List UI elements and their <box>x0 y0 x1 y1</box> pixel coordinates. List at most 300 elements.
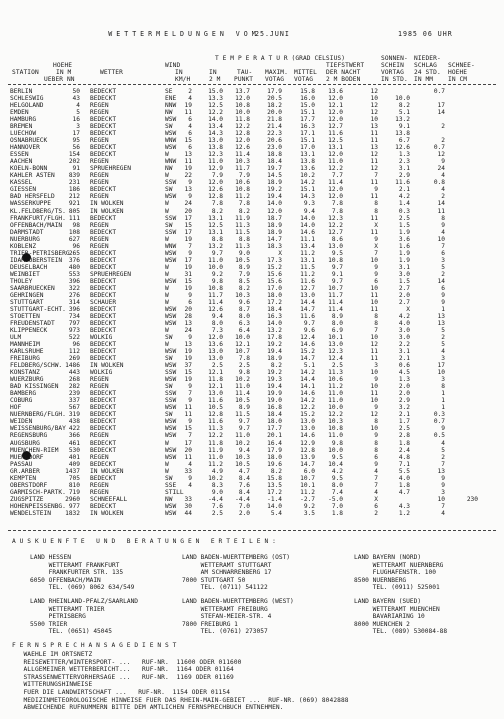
cell-taupunkt: 10.3 <box>235 158 250 166</box>
cell-wind-dir: WSW <box>165 249 177 257</box>
cell-wind-speed: 7 <box>188 242 192 250</box>
cell-tiefst-nacht: 11.2 <box>328 383 343 391</box>
cell-temp-2m: 10.0 <box>208 263 223 271</box>
cell-tiefst-boden: 10 <box>370 383 378 391</box>
cell-mittel: 14.4 <box>300 298 315 306</box>
cell-wind-dir: WSW <box>165 256 177 264</box>
cell-temp-2m: 13.0 <box>208 390 223 398</box>
cell-max: 15.2 <box>267 263 282 271</box>
cell-sonne: 2.8 <box>398 432 410 440</box>
document-date: 25.JUNI <box>255 30 290 38</box>
cell-temp-2m: 12.0 <box>208 334 223 342</box>
cell-tiefst-boden: 9 <box>374 270 378 278</box>
cell-wind-dir: WSW <box>165 453 177 461</box>
cell-wetter: BEDECKT <box>90 228 117 236</box>
wetteramt-contact <box>30 598 138 636</box>
cell-tiefst-nacht: 9.7 <box>331 277 343 285</box>
cell-taupunkt: 10.6 <box>235 179 250 187</box>
cell-wetter: BEDECKT <box>90 249 117 257</box>
cell-wetter: BEDECKT <box>90 214 117 222</box>
cell-wind-speed: 24 <box>184 200 192 208</box>
cell-tiefst-nacht: 9.5 <box>331 249 343 257</box>
cell-station: DARMSTADT <box>10 228 44 236</box>
cell-temp-2m: 14.3 <box>208 130 223 138</box>
cell-max: 17.9 <box>267 88 282 95</box>
cell-niederschlag: 9 <box>441 158 445 166</box>
cell-station: HANNOVER <box>10 144 40 152</box>
table-row <box>10 102 498 109</box>
cell-wetter: SCHNEEFALL <box>90 495 128 503</box>
cell-max: -1.4 <box>267 495 282 503</box>
cell-niederschlag: 3 <box>441 256 445 264</box>
table-row <box>10 404 498 411</box>
cell-tiefst-boden: 12 <box>370 109 378 117</box>
cell-tiefst-boden: 10 <box>370 95 378 103</box>
cell-mittel: 11.2 <box>300 270 315 278</box>
cell-wind-dir: WSW <box>165 312 177 320</box>
cell-wetter: REGEN <box>90 172 109 180</box>
cell-wetter: BEDECKT <box>90 404 117 412</box>
cell-tiefst-boden: 11 <box>370 228 378 236</box>
cell-wetter: BEDECKT <box>90 88 117 95</box>
cell-tiefst-boden: 10 <box>370 397 378 405</box>
cell-max: 17.0 <box>267 284 282 292</box>
table-row <box>10 327 498 334</box>
cell-tiefst-nacht: 11.0 <box>328 390 343 398</box>
cell-wetter: REGEN <box>90 481 109 489</box>
cell-niederschlag: 5 <box>441 446 445 454</box>
cell-wind-dir: WSW <box>165 404 177 412</box>
cell-taupunkt: 12.0 <box>235 137 250 145</box>
col-taupunkt: TAU- <box>237 69 253 76</box>
cell-sonne: 9.1 <box>398 123 410 131</box>
cell-tiefst-nacht: 10.3 <box>328 418 343 426</box>
cell-sonne: 13.8 <box>395 130 410 138</box>
cell-hoehe: 16 <box>72 116 80 124</box>
table-row <box>10 432 498 439</box>
cell-station: GIESSEN <box>10 186 37 194</box>
cell-max: 18.0 <box>267 453 282 461</box>
cell-station: OFFENBACH/MAIN <box>10 221 63 229</box>
cell-wetter: REGEN <box>90 432 109 440</box>
cell-hoehe: 438 <box>68 418 80 426</box>
cell-station: PASSAU <box>10 460 33 468</box>
cell-tiefst-boden: X <box>374 242 378 250</box>
cell-hoehe: 96 <box>72 341 80 349</box>
contact-line: LAND BADEN-WUERTTEMBERG (OST) <box>182 554 291 561</box>
header-rule <box>8 84 496 85</box>
cell-niederschlag: 4 <box>441 186 445 194</box>
cell-temp-2m: 11.9 <box>208 446 223 454</box>
cell-taupunkt: -4.4 <box>235 495 250 503</box>
cell-sonne: 2.5 <box>398 214 410 222</box>
cell-tiefst-nacht: 8.6 <box>331 235 343 243</box>
cell-station: BAD HERSFELD <box>10 193 55 201</box>
cell-wind-dir: WSW <box>165 116 177 124</box>
cell-station: BAMBERG <box>10 390 37 398</box>
cell-tiefst-boden: 11 <box>370 214 378 222</box>
cell-temp-2m: 12.5 <box>208 102 223 110</box>
cell-niederschlag: 1 <box>441 397 445 405</box>
cell-hoehe: 973 <box>68 327 80 335</box>
cell-tiefst-nacht: 12.0 <box>328 116 343 124</box>
cell-sonne: 1.9 <box>398 249 410 257</box>
cell-wind-speed: 20 <box>184 305 192 313</box>
cell-wind-dir: NW <box>165 165 173 173</box>
cell-max: 21.8 <box>267 116 282 124</box>
cell-tiefst-boden: 8 <box>374 207 378 215</box>
cell-wetter: BEDECKT <box>90 305 117 313</box>
cell-wind-dir: WSW <box>165 130 177 138</box>
cell-wind-dir: SSE <box>165 481 177 489</box>
cell-tiefst-boden: 8 <box>374 200 378 208</box>
cell-mittel: 3.5 <box>303 509 315 517</box>
cell-niederschlag: 1 <box>441 404 445 412</box>
cell-wind-speed: 19 <box>184 102 192 110</box>
col-nieder-4: IN MM <box>414 76 434 83</box>
table-bottom-rule <box>8 530 496 531</box>
cell-wind-speed: 17 <box>184 228 192 236</box>
cell-sonne: 1.8 <box>398 481 410 489</box>
table-row <box>10 383 498 390</box>
col-tiefst-2: DER NACHT <box>326 69 361 76</box>
cell-station: HAMBURG <box>10 116 37 124</box>
cell-niederschlag: 2 <box>441 270 445 278</box>
cell-tiefst-boden: 7 <box>374 172 378 180</box>
cell-station: MUEHLDORF <box>10 453 44 461</box>
cell-taupunkt: 11.5 <box>235 228 250 236</box>
cell-taupunkt: 8.9 <box>238 263 250 271</box>
cell-max: 20.0 <box>267 109 282 117</box>
cell-max: 16.8 <box>267 404 282 412</box>
cell-wind-speed: 19 <box>184 284 192 292</box>
cell-wind-speed: 9 <box>188 334 192 342</box>
cell-tiefst-boden: 12 <box>370 102 378 110</box>
cell-hoehe: 98 <box>72 221 80 229</box>
cell-tiefst-nacht: 12.7 <box>328 123 343 131</box>
cell-hoehe: 282 <box>68 383 80 391</box>
table-row <box>10 285 498 292</box>
auskunfte-heading: A U S K U E N F T E U N D B E R A T U N G E N E R T E I L E N : <box>12 538 276 545</box>
cell-tiefst-nacht: 12.0 <box>328 151 343 159</box>
cell-sonne: 2.9 <box>398 397 410 405</box>
cell-tiefst-boden: 8 <box>374 446 378 454</box>
cell-max: 20.5 <box>267 95 282 103</box>
cell-sonne: 1.3 <box>398 376 410 384</box>
cell-niederschlag: 4 <box>441 439 445 447</box>
cell-mittel: 10.7 <box>300 474 315 482</box>
cell-max: 19.4 <box>267 383 282 391</box>
table-row <box>10 362 498 369</box>
cell-hoehe: 396 <box>68 277 80 285</box>
table-row <box>10 137 498 144</box>
cell-wind-dir: SSW <box>165 390 177 398</box>
cell-tiefst-nacht: 8.9 <box>331 312 343 320</box>
cell-tiefst-nacht: 11.0 <box>328 432 343 440</box>
cell-wind-speed: 6 <box>188 144 192 152</box>
table-row <box>10 200 498 207</box>
cell-niederschlag: 10 <box>437 235 445 243</box>
cell-tiefst-nacht: 7.8 <box>331 200 343 208</box>
cell-sonne: 2.1 <box>398 186 410 194</box>
contact-line: TEL. (0761) 273057 <box>182 628 268 636</box>
cell-station: IDAR-OBERSTEIN <box>10 256 63 264</box>
cell-station: NUERBURG <box>10 235 40 243</box>
cell-wetter: BEDECKT <box>90 474 117 482</box>
cell-temp-2m: 8.8 <box>211 235 223 243</box>
cell-tiefst-nacht: 10.7 <box>328 284 343 292</box>
cell-taupunkt: 11.8 <box>235 116 250 124</box>
cell-hoehe: 108 <box>68 228 80 236</box>
cell-temp-2m: 8.2 <box>211 207 223 215</box>
cell-mittel: 9.6 <box>303 327 315 335</box>
cell-taupunkt: 8.5 <box>238 277 250 285</box>
cell-tiefst-nacht: 10.8 <box>328 256 343 264</box>
cell-wind-dir: W <box>165 263 169 271</box>
table-row <box>10 411 498 418</box>
contact-line: LAND BAYERN (SUED) <box>354 598 422 605</box>
cell-taupunkt: 12.1 <box>235 341 250 349</box>
cell-tiefst-boden: 10 <box>370 256 378 264</box>
cell-wind-speed: 44 <box>184 509 192 517</box>
cell-tiefst-nacht: 8.0 <box>331 319 343 327</box>
cell-wetter: SPRUEHREGEN <box>90 165 131 173</box>
cell-tiefst-boden: 10 <box>370 284 378 292</box>
cell-mittel: 13.6 <box>300 165 315 173</box>
cell-wind-speed: 19 <box>184 235 192 243</box>
cell-mittel: 15.1 <box>300 109 315 117</box>
col-sonne: SONNEN- <box>381 55 408 62</box>
cell-temp-2m: 10.2 <box>208 474 223 482</box>
cell-wind-dir: W <box>165 151 169 159</box>
col-maxim: MAXIM. <box>265 69 288 76</box>
cell-niederschlag: 10 <box>437 495 445 503</box>
cell-wind-dir: W <box>165 200 169 208</box>
cell-wetter: BEDECKT <box>90 327 117 335</box>
cell-tiefst-boden: 12 <box>370 341 378 349</box>
cell-wind-dir: WSW <box>165 144 177 152</box>
cell-wetter: IN WOLKEN <box>90 509 124 517</box>
cell-wind-dir: WSW <box>165 348 177 356</box>
wetteramt-contact <box>354 554 443 592</box>
cell-wind-dir: NW <box>165 109 173 117</box>
cell-max: 19.7 <box>267 165 282 173</box>
table-row <box>10 193 498 200</box>
cell-hoehe: 805 <box>68 207 80 215</box>
cell-sonne: 2.0 <box>398 291 410 299</box>
cell-wind-dir: WNW <box>165 242 177 250</box>
cell-sonne: 5.5 <box>398 467 410 475</box>
cell-taupunkt: 12.6 <box>235 144 250 152</box>
cell-station: OSNABRUECK <box>10 137 48 145</box>
cell-sonne: 0.6 <box>398 362 410 370</box>
cell-tiefst-boden: 12 <box>370 88 378 95</box>
col-in: IN <box>209 69 217 76</box>
col-tiefst-3: 2 M BODEN <box>326 76 361 83</box>
contact-line: TEL. (0711) 541122 <box>182 584 268 592</box>
cell-sonne: 3.0 <box>398 270 410 278</box>
cell-tiefst-boden: 6 <box>374 502 378 510</box>
cell-tiefst-nacht: 9.7 <box>331 263 343 271</box>
cell-wetter: IN WOLKEN <box>90 467 124 475</box>
cell-mittel: 14.7 <box>300 305 315 313</box>
cell-tiefst-nacht: 12.4 <box>328 355 343 363</box>
cell-temp-2m: 11.4 <box>208 298 223 306</box>
cell-tiefst-boden: 7 <box>374 327 378 335</box>
cell-mittel: 12.2 <box>300 404 315 412</box>
cell-tiefst-boden: 2 <box>374 509 378 517</box>
cell-max: 17.2 <box>267 488 282 496</box>
cell-tiefst-nacht: 11.6 <box>328 130 343 138</box>
cell-niederschlag: 4 <box>441 509 445 517</box>
cell-mittel: 14.6 <box>300 341 315 349</box>
cell-wetter: BEDECKT <box>90 355 117 363</box>
cell-max: 18.9 <box>267 221 282 229</box>
cell-station: KAHLER ASTEN <box>10 172 55 180</box>
cell-hoehe: 1437 <box>65 467 80 475</box>
cell-wetter: BEDECKT <box>90 186 117 194</box>
cell-wind-speed: 28 <box>184 312 192 320</box>
cell-station: WASSERKUPPE <box>10 200 51 208</box>
cell-station: HOF <box>10 404 22 412</box>
cell-temp-2m: 12.0 <box>208 179 223 187</box>
cell-wetter: BEDECKT <box>90 446 117 454</box>
cell-taupunkt: 10.5 <box>235 397 250 405</box>
table-row <box>10 397 498 404</box>
table-row <box>10 271 498 278</box>
cell-max: 8.2 <box>270 362 282 370</box>
wetteramt-contact <box>182 598 294 636</box>
cell-wind-dir: WSW <box>165 432 177 440</box>
cell-wind-speed: 15 <box>184 277 192 285</box>
cell-station: TRIER-PETRISBERG <box>10 249 70 257</box>
cell-wetter: BEDECKT <box>90 460 117 468</box>
cell-wind-dir: WSW <box>165 277 177 285</box>
cell-tiefst-nacht: 11.0 <box>328 397 343 405</box>
cell-taupunkt: 12.2 <box>235 123 250 131</box>
cell-wind-dir: WSW <box>165 509 177 517</box>
cell-wetter: BEDECKT <box>90 123 117 131</box>
cell-station: KLIPPENECK <box>10 327 48 335</box>
cell-station: SCHLESWIG <box>10 95 44 103</box>
cell-max: 5.4 <box>270 509 282 517</box>
cell-max: 19.0 <box>267 397 282 405</box>
cell-mittel: 16.3 <box>300 123 315 131</box>
cell-wind-speed: 19 <box>184 263 192 271</box>
cell-hoehe: 96 <box>72 242 80 250</box>
cell-wind-dir: ENE <box>165 95 177 103</box>
cell-wetter: REGEN <box>90 193 109 201</box>
cell-wind-speed: 9 <box>188 291 192 299</box>
cell-schneehoehe: 230 <box>466 495 478 503</box>
cell-hoehe: 4 <box>76 102 80 110</box>
cell-temp-2m: 11.6 <box>208 397 223 405</box>
cell-temp-2m: 13.0 <box>208 348 223 356</box>
cell-wetter: BEDECKT <box>90 502 117 510</box>
table-row <box>10 306 498 313</box>
cell-temp-2m: 13.4 <box>208 123 223 131</box>
cell-wind-speed: 30 <box>184 502 192 510</box>
cell-station: SAARBRUECKEN <box>10 284 55 292</box>
cell-wind-dir: SSW <box>165 179 177 187</box>
cell-wetter: BEDECKT <box>90 277 117 285</box>
cell-mittel: 12.4 <box>300 334 315 342</box>
cell-wetter: BEDECKT <box>90 151 117 159</box>
cell-mittel: 15.0 <box>300 102 315 110</box>
table-row <box>10 510 498 517</box>
cell-wind-speed: 7 <box>188 390 192 398</box>
cell-wetter: REGEN <box>90 158 109 166</box>
cell-wetter: REGEN <box>90 383 109 391</box>
cell-max: 17.9 <box>267 446 282 454</box>
cell-tiefst-nacht: 10.4 <box>328 460 343 468</box>
cell-sonne: 2.2 <box>398 341 410 349</box>
cell-sonne: 7.1 <box>398 460 410 468</box>
cell-mittel: 13.4 <box>300 242 315 250</box>
cell-wind-dir: W <box>165 270 169 278</box>
cell-station: KASSEL <box>10 179 33 187</box>
cell-hoehe: 202 <box>68 158 80 166</box>
cell-station: ULM <box>10 334 22 342</box>
cell-wind-speed: 4 <box>188 481 192 489</box>
cell-wetter: REGEN <box>90 453 109 461</box>
table-row <box>10 215 498 222</box>
cell-tiefst-boden: 13 <box>370 123 378 131</box>
cell-hoehe: 3 <box>76 123 80 131</box>
cell-tiefst-boden: 10 <box>370 425 378 433</box>
cell-wind-speed: 9 <box>188 193 192 201</box>
col-maxim-2: VOTAG <box>265 76 285 83</box>
cell-station: LUECHOW <box>10 130 37 138</box>
cell-sonne: 2.0 <box>398 383 410 391</box>
cell-mittel: 13.9 <box>300 453 315 461</box>
cell-wetter: BEDECKT <box>90 95 117 103</box>
table-row <box>10 278 498 285</box>
contact-line: WETTERAMT FRANKFURT <box>30 561 120 569</box>
cell-tiefst-boden: 11 <box>370 355 378 363</box>
table-row <box>10 257 498 264</box>
cell-station: FRANKFURT/FLGH. <box>10 214 66 222</box>
cell-wind-speed: 9 <box>188 397 192 405</box>
cell-tiefst-boden: 9 <box>374 432 378 440</box>
cell-mittel: 14.2 <box>300 369 315 377</box>
col-schnee-2: HOEHE <box>448 69 468 76</box>
cell-taupunkt: 11.3 <box>235 221 250 229</box>
cell-niederschlag: 4 <box>441 228 445 236</box>
table-row <box>10 376 498 383</box>
cell-station: KL.FELDBERG/TS. <box>10 207 66 215</box>
cell-wind-speed: 33 <box>184 467 192 475</box>
cell-tiefst-nacht: 13.0 <box>328 242 343 250</box>
table-row <box>10 496 498 503</box>
cell-station: ESSEN <box>10 151 29 159</box>
cell-niederschlag: 0.5 <box>433 432 445 440</box>
cell-station: GARMISCH-PARTK. <box>10 488 66 496</box>
cell-wind-speed: 9 <box>188 249 192 257</box>
cell-tiefst-boden: 9 <box>374 460 378 468</box>
cell-sonne: 2.4 <box>398 446 410 454</box>
cell-wind-dir: W <box>165 284 169 292</box>
cell-sonne: 10.0 <box>395 95 410 103</box>
cell-wetter: REGEN <box>90 488 109 496</box>
cell-wind-speed: 4 <box>188 460 192 468</box>
cell-temp-2m: 12.9 <box>208 165 223 173</box>
contact-line: FRANKFURTER STR. 135 <box>30 569 124 577</box>
cell-wetter: BEDECKT <box>90 312 117 320</box>
cell-temp-2m: 12.8 <box>208 411 223 419</box>
cell-wind-speed: 4 <box>188 123 192 131</box>
cell-taupunkt: 2.5 <box>238 362 250 370</box>
